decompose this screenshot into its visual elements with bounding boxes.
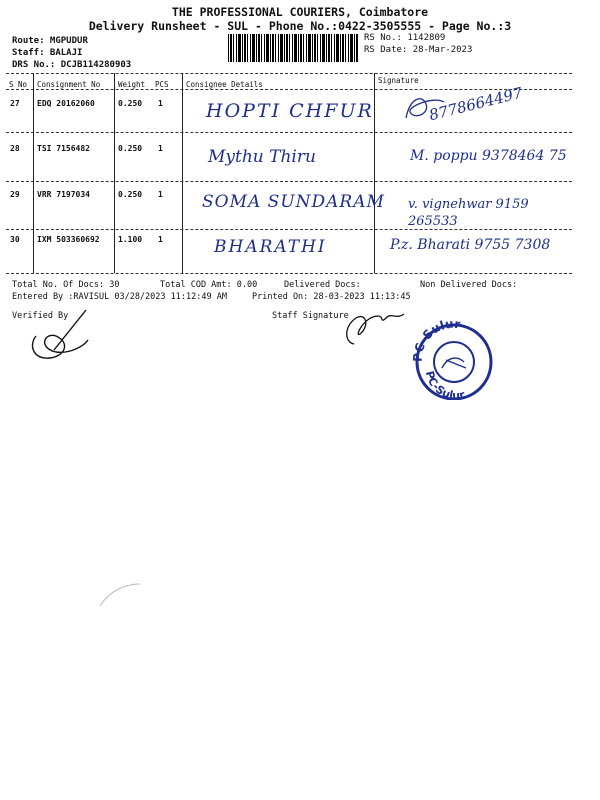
row-consignee: SOMA SUNDARAM <box>202 192 385 212</box>
rs-number: RS No.: 1142809 <box>364 33 446 43</box>
row-consignee: BHARATHI <box>214 237 327 257</box>
row-signature: v. vignehwar 9159 265533 <box>408 197 529 229</box>
printed-on: Printed On: 28-03-2023 11:13:45 <box>252 292 411 302</box>
rs-date: RS Date: 28-Mar-2023 <box>364 45 473 55</box>
row-pcs: 1 <box>158 235 163 244</box>
route-label: Route: MGPUDUR <box>12 36 88 46</box>
row-consignment: TSI 7156482 <box>37 144 90 153</box>
row-consignee: Mythu Thiru <box>208 147 316 167</box>
drs-number: DRS No.: DCJB114280903 <box>12 60 132 70</box>
stamp-text-bottom: PC-Sulur <box>422 369 467 400</box>
row-weight: 0.250 <box>118 144 143 153</box>
verified-signature-icon <box>26 306 106 364</box>
row-sno: 27 <box>10 99 20 108</box>
row-weight: 1.100 <box>118 235 143 244</box>
runsheet-subtitle: Delivery Runsheet - SUL - Phone No.:0422-3505555 - Page No.:3 <box>88 19 512 33</box>
row-signature: 8778664497 <box>427 83 525 125</box>
staff-signature-icon <box>334 306 414 348</box>
stamp-text-top: PC-Sulur <box>410 316 462 363</box>
barcode <box>228 34 358 62</box>
col-header-consignee: Consignee Details <box>186 80 263 89</box>
scan-mark-icon <box>96 580 146 610</box>
row-sno: 28 <box>10 144 20 153</box>
company-title: THE PROFESSIONAL COURIERS, Coimbatore <box>171 5 429 19</box>
row-pcs: 1 <box>158 190 163 199</box>
pc-sulur-stamp-icon <box>406 316 500 400</box>
non-delivered-docs: Non Delivered Docs: <box>420 280 518 290</box>
verified-by-label: Verified By <box>12 311 69 321</box>
col-header-pcs: PCS <box>155 80 169 89</box>
row-sno: 30 <box>10 235 20 244</box>
staff-signature-label: Staff Signature <box>272 311 349 321</box>
row-pcs: 1 <box>158 144 163 153</box>
entered-by: Entered By :RAVISUL 03/28/2023 11:12:49 AM <box>12 292 227 302</box>
svg-text:PC-Sulur <box>423 370 467 400</box>
staff-label: Staff: BALAJI <box>12 48 83 58</box>
row-consignment: EDQ 20162060 <box>37 99 95 108</box>
row-weight: 0.250 <box>118 99 143 108</box>
total-docs: Total No. Of Docs: 30 <box>12 280 120 290</box>
row-sno: 29 <box>10 190 20 199</box>
row-signature: P.z. Bharati 9755 7308 <box>390 237 551 253</box>
row-consignment: IXM 503360692 <box>37 235 100 244</box>
delivered-docs: Delivered Docs: <box>284 280 361 290</box>
row-pcs: 1 <box>158 99 163 108</box>
signature-scribble-icon <box>400 88 450 128</box>
row-consignment: VRR 7197034 <box>37 190 90 199</box>
col-header-weight: Weight <box>118 80 146 89</box>
row-signature: M. poppu 9378464 75 <box>410 148 567 164</box>
col-header-consignment: Consignment No <box>37 80 101 89</box>
col-header-sno: S No <box>9 80 28 89</box>
col-header-signature: Signature <box>378 76 419 85</box>
total-cod: Total COD Amt: 0.00 <box>160 280 258 290</box>
row-consignee: HOPTI CHFUR <box>206 100 374 122</box>
row-weight: 0.250 <box>118 190 143 199</box>
